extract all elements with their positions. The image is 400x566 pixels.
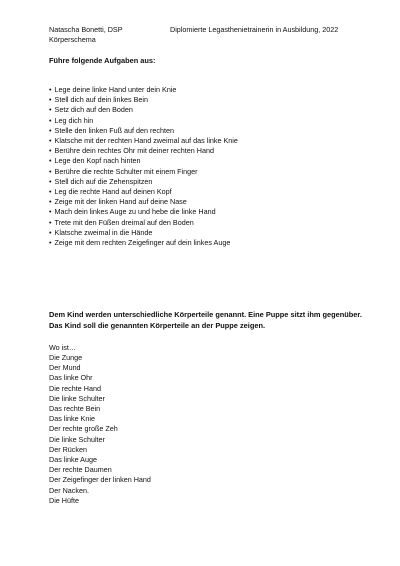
list-item: • Klatsche mit der rechten Hand zweimal auf das linke Knie bbox=[49, 136, 238, 146]
list-item: Die Hüfte bbox=[49, 495, 79, 505]
list-item: • Lege deine linke Hand unter dein Knie bbox=[49, 85, 238, 95]
task-list bbox=[49, 85, 238, 248]
list-item: • Zeige mit dem rechten Zeigefinger auf dein linkes Auge bbox=[49, 238, 238, 248]
list-item: Die Zunge bbox=[49, 353, 83, 362]
list-item: • Lege den Kopf nach hinten bbox=[49, 156, 238, 166]
list-item: Die linke Schulter bbox=[49, 393, 105, 403]
list-item: Der rechte Daumen bbox=[49, 465, 112, 475]
list-item: • Stell dich auf die Zehenspitzen bbox=[49, 177, 238, 187]
list-item: Das linke Knie bbox=[49, 414, 95, 424]
author-name: Natascha Bonetti, DSP bbox=[49, 25, 123, 34]
list-item: Der Mund bbox=[49, 363, 81, 373]
list-item: • Stell dich auf dein linkes Bein bbox=[49, 95, 238, 105]
header-left bbox=[49, 25, 123, 45]
body-parts-list bbox=[49, 353, 151, 506]
list-item: Der rechte große Zeh bbox=[49, 424, 118, 434]
list-item: Der Nacken. bbox=[49, 485, 89, 495]
list-item: Das rechte Bein bbox=[49, 404, 101, 414]
list-item: • Mach dein linkes Auge zu und hebe die linke Hand bbox=[49, 207, 238, 217]
list-item: Der Rücken bbox=[49, 444, 87, 454]
course-title: Diplomierte Legasthenietrainerin in Ausbildung, 2022 bbox=[170, 25, 339, 34]
list-item: Das linke Auge bbox=[49, 455, 97, 465]
list-item: Der Zeigefinger der linken Hand bbox=[49, 475, 151, 485]
tasks-heading: Führe folgende Aufgaben aus: bbox=[49, 56, 156, 65]
list-item: Die linke Schulter bbox=[49, 434, 105, 444]
list-item: • Berühre die rechte Schulter mit einem Finger bbox=[49, 167, 238, 177]
list-item: • Trete mit den Füßen dreimal auf den Boden bbox=[49, 218, 238, 228]
question-prompt: Wo ist… bbox=[49, 343, 77, 352]
list-item: Die rechte Hand bbox=[49, 383, 101, 393]
list-item: • Zeige mit der linken Hand auf deine Nase bbox=[49, 197, 238, 207]
list-item: • Setz dich auf den Boden bbox=[49, 105, 238, 115]
list-item: • Leg dich hin bbox=[49, 116, 238, 126]
list-item: • Berühre dein rechtes Ohr mit deiner rechten Hand bbox=[49, 146, 238, 156]
doll-exercise-intro: Dem Kind werden unterschiedliche Körperteile genannt. Eine Puppe sitzt ihm gegenüber. Das Kind soll die genannten Körperteile an der Puppe zeigen. bbox=[49, 310, 362, 330]
list-item: • Klatsche zweimal in die Hände bbox=[49, 228, 238, 238]
document-topic: Körperschema bbox=[49, 35, 96, 44]
list-item: Das linke Ohr bbox=[49, 373, 93, 383]
list-item: • Leg die rechte Hand auf deinen Kopf bbox=[49, 187, 238, 197]
list-item: • Stelle den linken Fuß auf den rechten bbox=[49, 126, 238, 136]
